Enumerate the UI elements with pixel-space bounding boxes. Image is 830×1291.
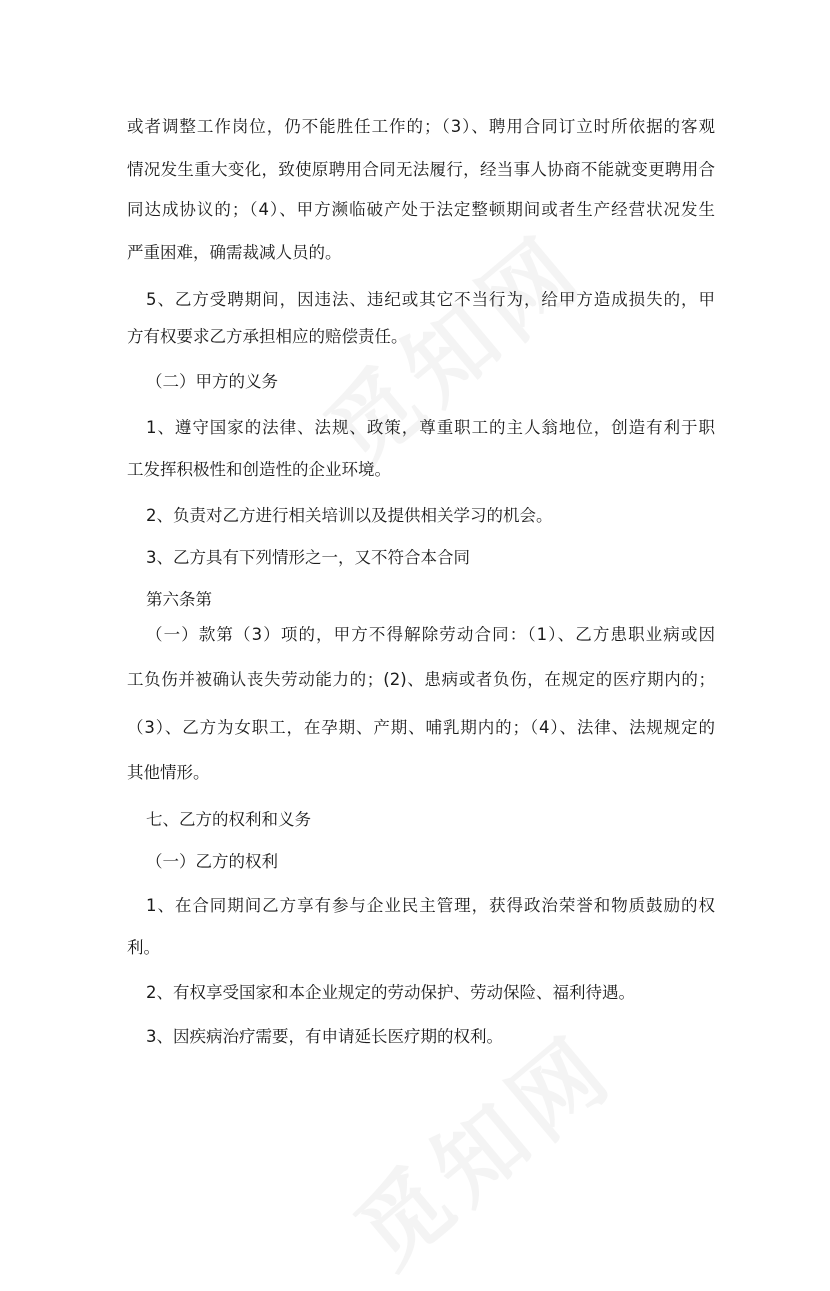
text-line: （一）款第（3）项的，甲方不得解除劳动合同：（1）、乙方患职业病或因 xyxy=(146,625,715,644)
text-line: 2、有权享受国家和本企业规定的劳动保护、劳动保险、福利待遇。 xyxy=(146,983,635,1002)
text-line: 严重困难，确需裁减人员的。 xyxy=(127,243,342,262)
text-line: 同达成协议的；（4）、甲方濒临破产处于法定整顿期间或者生产经营状况发生 xyxy=(127,200,715,219)
section-heading: （二）甲方的义务 xyxy=(146,372,278,391)
text-line: 第六条第 xyxy=(146,590,212,609)
text-line: （3）、乙方为女职工，在孕期、产期、哺乳期内的；（4）、法律、法规规定的 xyxy=(127,718,715,737)
text-line: 5、乙方受聘期间，因违法、违纪或其它不当行为，给甲方造成损失的，甲 xyxy=(146,290,715,309)
text-line: 工发挥积极性和创造性的企业环境。 xyxy=(127,460,391,479)
text-line: 或者调整工作岗位，仍不能胜任工作的；（3）、聘用合同订立时所依据的客观 xyxy=(127,117,715,136)
text-line: 情况发生重大变化，致使原聘用合同无法履行，经当事人协商不能就变更聘用合 xyxy=(127,160,715,179)
text-line: 3、因疾病治疗需要，有申请延长医疗期的权利。 xyxy=(146,1027,503,1046)
section-heading: 七、乙方的权利和义务 xyxy=(146,810,311,829)
text-line: 3、乙方具有下列情形之一，又不符合本合同 xyxy=(146,548,470,567)
text-line: 工负伤并被确认丧失劳动能力的；(2)、患病或者负伤，在规定的医疗期内的； xyxy=(127,670,715,689)
text-line: 方有权要求乙方承担相应的赔偿责任。 xyxy=(127,327,408,346)
text-line: 利。 xyxy=(127,938,160,957)
text-line: 1、遵守国家的法律、法规、政策，尊重职工的主人翁地位，创造有利于职 xyxy=(146,418,715,437)
text-line: 其他情形。 xyxy=(127,763,210,782)
section-heading: （一）乙方的权利 xyxy=(146,852,278,871)
text-line: 2、负责对乙方进行相关培训以及提供相关学习的机会。 xyxy=(146,506,553,525)
text-line: 1、在合同期间乙方享有参与企业民主管理，获得政治荣誉和物质鼓励的权 xyxy=(146,896,715,915)
